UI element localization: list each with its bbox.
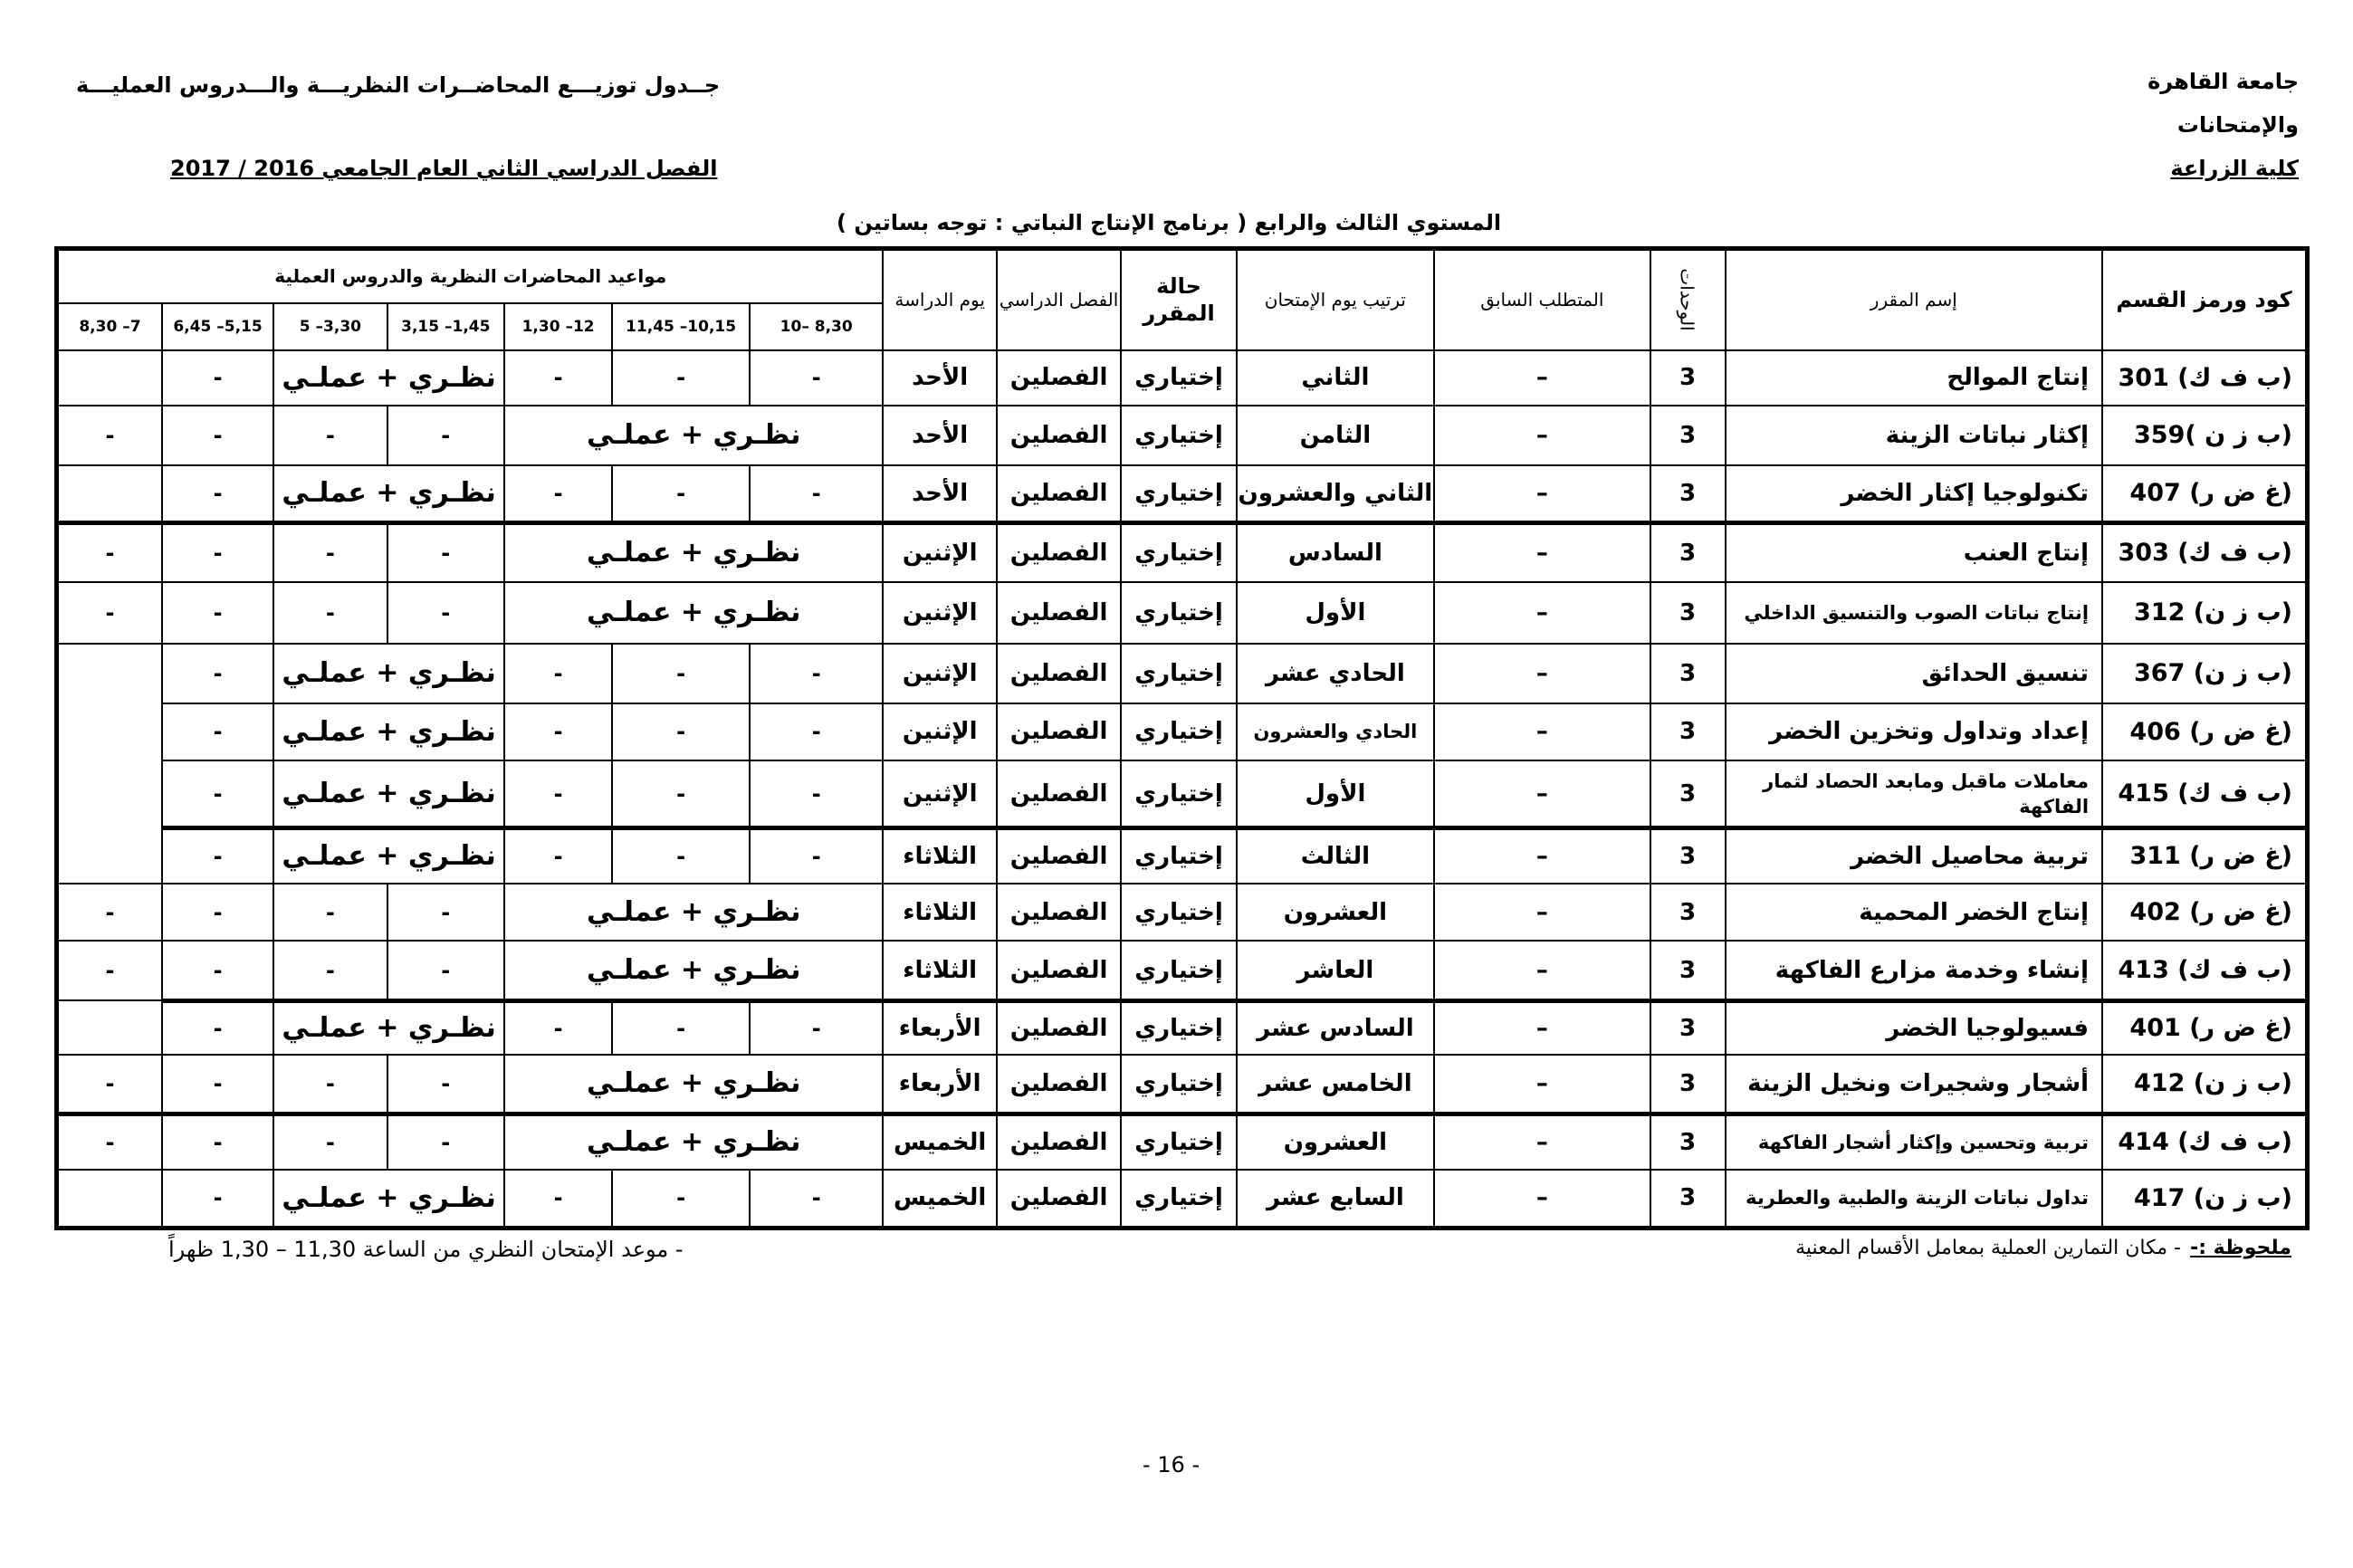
header-slot-6: 5,15– 6,45 — [162, 303, 273, 350]
slot-value: - — [162, 703, 273, 761]
slot-value: - — [162, 760, 273, 827]
exam-order: السادس عشر — [1237, 1000, 1434, 1054]
slot-value: - — [273, 406, 387, 465]
course-code: (ب ف ك) 414 — [2102, 1114, 2307, 1169]
slot-value: - — [504, 1000, 612, 1054]
table-row — [57, 406, 2308, 465]
schedule-table — [54, 246, 2310, 1230]
slot-value: - — [612, 827, 750, 883]
slot-value: - — [387, 1055, 504, 1114]
exam-order: الخامس عشر — [1237, 1055, 1434, 1114]
slot-value: - — [750, 465, 884, 523]
lecture-merged-slot: نظـري + عملـي — [273, 760, 504, 827]
course-status: إختياري — [1121, 884, 1236, 942]
slot-value: - — [57, 522, 162, 582]
table-row — [57, 884, 2308, 942]
course-status: إختياري — [1121, 522, 1236, 582]
slot-value: - — [612, 644, 750, 703]
course-name: فسيولوجيا الخضر — [1726, 1000, 2103, 1054]
slot-value: - — [57, 582, 162, 644]
exam-order: الثالث — [1237, 827, 1434, 883]
exam-order: الثامن — [1237, 406, 1434, 465]
header-prereq: المتطلب السابق — [1434, 249, 1650, 350]
slot-value: - — [612, 760, 750, 827]
note-practical: - مكان التمارين العملية بمعامل الأقسام المعنية — [1795, 1237, 2181, 1259]
study-day: الإثنين — [883, 703, 996, 761]
course-units: 3 — [1650, 644, 1726, 703]
header-code: كود ورمز القسم — [2102, 249, 2307, 350]
course-status: إختياري — [1121, 941, 1236, 1000]
slot-value: - — [612, 1170, 750, 1229]
course-units: 3 — [1650, 941, 1726, 1000]
slot-value: - — [273, 884, 387, 942]
course-semester: الفصلين — [997, 582, 1121, 644]
course-name: تكنولوجيا إكثار الخضر — [1726, 465, 2103, 523]
header-slot-7: 7– 8,30 — [57, 303, 162, 350]
course-semester: الفصلين — [997, 941, 1121, 1000]
slot-value: - — [750, 644, 884, 703]
slot-value: - — [612, 703, 750, 761]
course-status: إختياري — [1121, 1055, 1236, 1114]
course-code: (ب ف ك) 415 — [2102, 760, 2307, 827]
study-day: الأحد — [883, 350, 996, 406]
course-name: إنتاج نباتات الصوب والتنسيق الداخلي — [1726, 582, 2103, 644]
slot-value: - — [273, 941, 387, 1000]
course-status: إختياري — [1121, 1114, 1236, 1169]
slot-value: - — [273, 1055, 387, 1114]
course-status: إختياري — [1121, 703, 1236, 761]
course-prereq: – — [1434, 884, 1650, 942]
slot-value: - — [612, 1000, 750, 1054]
course-semester: الفصلين — [997, 406, 1121, 465]
course-semester: الفصلين — [997, 644, 1121, 703]
course-units: 3 — [1650, 1000, 1726, 1054]
course-code: (غ ض ر) 402 — [2102, 884, 2307, 942]
exam-order: الثاني والعشرون — [1237, 465, 1434, 523]
study-day: الإثنين — [883, 522, 996, 582]
course-prereq: – — [1434, 582, 1650, 644]
slot-value: - — [504, 350, 612, 406]
lecture-merged-slot: نظـري + عملـي — [273, 1170, 504, 1229]
course-code: (ب ف ك) 303 — [2102, 522, 2307, 582]
slot-value: - — [162, 941, 273, 1000]
slot-value: - — [387, 582, 504, 644]
slot-value: - — [162, 1114, 273, 1169]
course-prereq: – — [1434, 827, 1650, 883]
subtitle: المستوي الثالث والرابع ( برنامج الإنتاج النباتي : توجه بساتين ) — [837, 210, 1502, 235]
slot-value: - — [57, 884, 162, 942]
course-prereq: – — [1434, 703, 1650, 761]
study-day: الثلاثاء — [883, 941, 996, 1000]
header-slot-3: 12– 1,30 — [504, 303, 612, 350]
table-row — [57, 760, 2308, 827]
slot-value: - — [162, 522, 273, 582]
slot-value: - — [162, 465, 273, 523]
slot-value: - — [504, 644, 612, 703]
course-status: إختياري — [1121, 1000, 1236, 1054]
table-row — [57, 941, 2308, 1000]
course-status: إختياري — [1121, 582, 1236, 644]
slot-value: - — [504, 827, 612, 883]
header-slot-2: 10,15– 11,45 — [612, 303, 750, 350]
course-name: تربية وتحسين وإكثار أشجار الفاكهة — [1726, 1114, 2103, 1169]
slot-value: - — [273, 582, 387, 644]
course-name: تربية محاصيل الخضر — [1726, 827, 2103, 883]
course-name: أشجار وشجيرات ونخيل الزينة — [1726, 1055, 2103, 1114]
slot-value: - — [162, 1170, 273, 1229]
study-day: الخميس — [883, 1170, 996, 1229]
exam-order: الثاني — [1237, 350, 1434, 406]
slot-value: - — [504, 703, 612, 761]
slot-value: - — [162, 827, 273, 883]
slot-value: - — [57, 1055, 162, 1114]
course-units: 3 — [1650, 350, 1726, 406]
course-name: إكثار نباتات الزينة — [1726, 406, 2103, 465]
lecture-merged-slot: نظـري + عملـي — [504, 884, 884, 942]
exam-order: العاشر — [1237, 941, 1434, 1000]
slot-value: - — [750, 1170, 884, 1229]
table-row — [57, 1170, 2308, 1229]
course-semester: الفصلين — [997, 884, 1121, 942]
slot-value: - — [387, 941, 504, 1000]
slot-value: - — [162, 1055, 273, 1114]
course-name: إنشاء وخدمة مزارع الفاكهة — [1726, 941, 2103, 1000]
slot-value: - — [387, 884, 504, 942]
course-prereq: – — [1434, 1114, 1650, 1169]
slot-value: - — [162, 884, 273, 942]
lecture-merged-slot: نظـري + عملـي — [273, 644, 504, 703]
faculty-name: كلية الزراعة — [2170, 156, 2299, 181]
page-number: - 16 - — [1143, 1452, 1200, 1477]
header-day: يوم الدراسة — [883, 249, 996, 350]
university-name: جامعة القاهرة — [2147, 69, 2299, 94]
slot-value: - — [273, 522, 387, 582]
course-status: إختياري — [1121, 465, 1236, 523]
course-code: (ب ز ن) 412 — [2102, 1055, 2307, 1114]
course-code: (ب ف ك) 301 — [2102, 350, 2307, 406]
document-title: جــدول توزيـــع المحاضــرات النظريـــة والـــدروس العمليـــة — [76, 72, 721, 98]
note-label: ملحوظة :- — [2190, 1237, 2291, 1259]
slot-value: - — [162, 1000, 273, 1054]
table-row — [57, 350, 2308, 406]
header-slot-1: 8,30 –10 — [750, 303, 884, 350]
study-day: الإثنين — [883, 582, 996, 644]
study-day: الإثنين — [883, 644, 996, 703]
slot-value: - — [57, 406, 162, 465]
header-slot-4: 1,45– 3,15 — [387, 303, 504, 350]
course-units: 3 — [1650, 760, 1726, 827]
course-status: إختياري — [1121, 644, 1236, 703]
header-units: الوحدات — [1650, 249, 1726, 350]
course-semester: الفصلين — [997, 465, 1121, 523]
table-row — [57, 1055, 2308, 1114]
lecture-merged-slot: نظـري + عملـي — [273, 465, 504, 523]
course-code: (ب ف ك) 413 — [2102, 941, 2307, 1000]
header-semester: الفصل الدراسي — [997, 249, 1121, 350]
slot-value: - — [57, 1114, 162, 1169]
table-row — [57, 465, 2308, 523]
course-name: معاملات ماقبل ومابعد الحصاد لثمار الفاكهة — [1726, 760, 2103, 827]
table-row — [57, 1000, 2308, 1054]
slot-value: - — [504, 760, 612, 827]
header-exam-order: ترتيب يوم الإمتحان — [1237, 249, 1434, 350]
course-units: 3 — [1650, 522, 1726, 582]
study-day: الثلاثاء — [883, 884, 996, 942]
slot-value: - — [162, 406, 273, 465]
course-name: إنتاج العنب — [1726, 522, 2103, 582]
course-semester: الفصلين — [997, 1055, 1121, 1114]
exam-order: الأول — [1237, 760, 1434, 827]
course-name: تداول نباتات الزينة والطبية والعطرية — [1726, 1170, 2103, 1229]
study-day: الأربعاء — [883, 1055, 996, 1114]
course-code: (غ ض ر) 406 — [2102, 703, 2307, 761]
course-prereq: – — [1434, 644, 1650, 703]
course-code: (غ ض ر) 407 — [2102, 465, 2307, 523]
exam-order: السابع عشر — [1237, 1170, 1434, 1229]
course-units: 3 — [1650, 582, 1726, 644]
course-semester: الفصلين — [997, 350, 1121, 406]
course-name: إعداد وتداول وتخزين الخضر — [1726, 703, 2103, 761]
table-row — [57, 522, 2308, 582]
table-row — [57, 1114, 2308, 1169]
course-units: 3 — [1650, 1055, 1726, 1114]
lecture-merged-slot: نظـري + عملـي — [273, 703, 504, 761]
course-code: (ب ز ن) 312 — [2102, 582, 2307, 644]
study-day: الثلاثاء — [883, 827, 996, 883]
slot-value: - — [162, 350, 273, 406]
exam-order: الحادي عشر — [1237, 644, 1434, 703]
slot-value: - — [750, 703, 884, 761]
course-prereq: – — [1434, 350, 1650, 406]
lecture-merged-slot: نظـري + عملـي — [504, 522, 884, 582]
lecture-merged-slot: نظـري + عملـي — [273, 1000, 504, 1054]
lecture-merged-slot: نظـري + عملـي — [273, 350, 504, 406]
slot-value: - — [612, 465, 750, 523]
exam-order: السادس — [1237, 522, 1434, 582]
slot-value: - — [612, 350, 750, 406]
course-units: 3 — [1650, 1114, 1726, 1169]
slot-value: - — [387, 406, 504, 465]
slot-value: - — [750, 760, 884, 827]
table-row — [57, 582, 2308, 644]
header-status: حالة المقرر — [1121, 249, 1236, 350]
course-name: إنتاج الموالح — [1726, 350, 2103, 406]
exam-order: العشرون — [1237, 1114, 1434, 1169]
slot-value: - — [273, 1114, 387, 1169]
course-semester: الفصلين — [997, 1170, 1121, 1229]
lecture-merged-slot: نظـري + عملـي — [504, 1055, 884, 1114]
course-prereq: – — [1434, 465, 1650, 523]
exam-order: الحادي والعشرون — [1237, 703, 1434, 761]
course-code: (ب ز ن) 367 — [2102, 644, 2307, 703]
course-prereq: – — [1434, 1055, 1650, 1114]
course-units: 3 — [1650, 1170, 1726, 1229]
lecture-merged-slot: نظـري + عملـي — [504, 582, 884, 644]
study-day: الأربعاء — [883, 1000, 996, 1054]
course-semester: الفصلين — [997, 1000, 1121, 1054]
slot-value: - — [750, 827, 884, 883]
lecture-merged-slot: نظـري + عملـي — [504, 941, 884, 1000]
course-prereq: – — [1434, 1000, 1650, 1054]
course-status: إختياري — [1121, 827, 1236, 883]
lecture-merged-slot: نظـري + عملـي — [504, 406, 884, 465]
course-units: 3 — [1650, 827, 1726, 883]
course-semester: الفصلين — [997, 760, 1121, 827]
exam-order: الأول — [1237, 582, 1434, 644]
slot-value: - — [504, 465, 612, 523]
exam-order: العشرون — [1237, 884, 1434, 942]
course-code: (ب ز ن )359 — [2102, 406, 2307, 465]
slot-value: - — [504, 1170, 612, 1229]
slot-value: - — [162, 582, 273, 644]
course-semester: الفصلين — [997, 1114, 1121, 1169]
course-units: 3 — [1650, 703, 1726, 761]
header-schedule: مواعيد المحاضرات النظرية والدروس العملية — [57, 249, 884, 303]
course-status: إختياري — [1121, 350, 1236, 406]
lecture-merged-slot: نظـري + عملـي — [273, 827, 504, 883]
course-code: (ب ز ن) 417 — [2102, 1170, 2307, 1229]
exams-label: والإمتحانات — [2176, 112, 2299, 138]
course-semester: الفصلين — [997, 703, 1121, 761]
study-day: الإثنين — [883, 760, 996, 827]
course-prereq: – — [1434, 760, 1650, 827]
course-prereq: – — [1434, 406, 1650, 465]
slot-value: - — [387, 522, 504, 582]
course-units: 3 — [1650, 465, 1726, 523]
course-prereq: – — [1434, 941, 1650, 1000]
slot-value: - — [750, 1000, 884, 1054]
course-status: إختياري — [1121, 760, 1236, 827]
course-semester: الفصلين — [997, 827, 1121, 883]
course-name: إنتاج الخضر المحمية — [1726, 884, 2103, 942]
slot-value: - — [750, 350, 884, 406]
study-day: الخميس — [883, 1114, 996, 1169]
course-code: (غ ض ر) 311 — [2102, 827, 2307, 883]
header-slot-5: 3,30– 5 — [273, 303, 387, 350]
course-code: (غ ض ر) 401 — [2102, 1000, 2307, 1054]
lecture-merged-slot: نظـري + عملـي — [504, 1114, 884, 1169]
study-day: الأحد — [883, 406, 996, 465]
slot-value: - — [387, 1114, 504, 1169]
note-exam-time: - موعد الإمتحان النظري من الساعة 11,30 – 1,30 ظهراً — [168, 1237, 684, 1262]
table-row — [57, 644, 2308, 703]
course-status: إختياري — [1121, 406, 1236, 465]
table-row — [57, 703, 2308, 761]
course-semester: الفصلين — [997, 522, 1121, 582]
course-name: تنسيق الحدائق — [1726, 644, 2103, 703]
semester-line: الفصل الدراسي الثاني العام الجامعي 2016 / 2017 — [170, 156, 718, 181]
table-row — [57, 827, 2308, 883]
slot-value: - — [162, 644, 273, 703]
course-status: إختياري — [1121, 1170, 1236, 1229]
slot-value: - — [57, 941, 162, 1000]
course-prereq: – — [1434, 522, 1650, 582]
study-day: الأحد — [883, 465, 996, 523]
header-name: إسم المقرر — [1726, 249, 2103, 350]
course-units: 3 — [1650, 884, 1726, 942]
course-prereq: – — [1434, 1170, 1650, 1229]
course-units: 3 — [1650, 406, 1726, 465]
